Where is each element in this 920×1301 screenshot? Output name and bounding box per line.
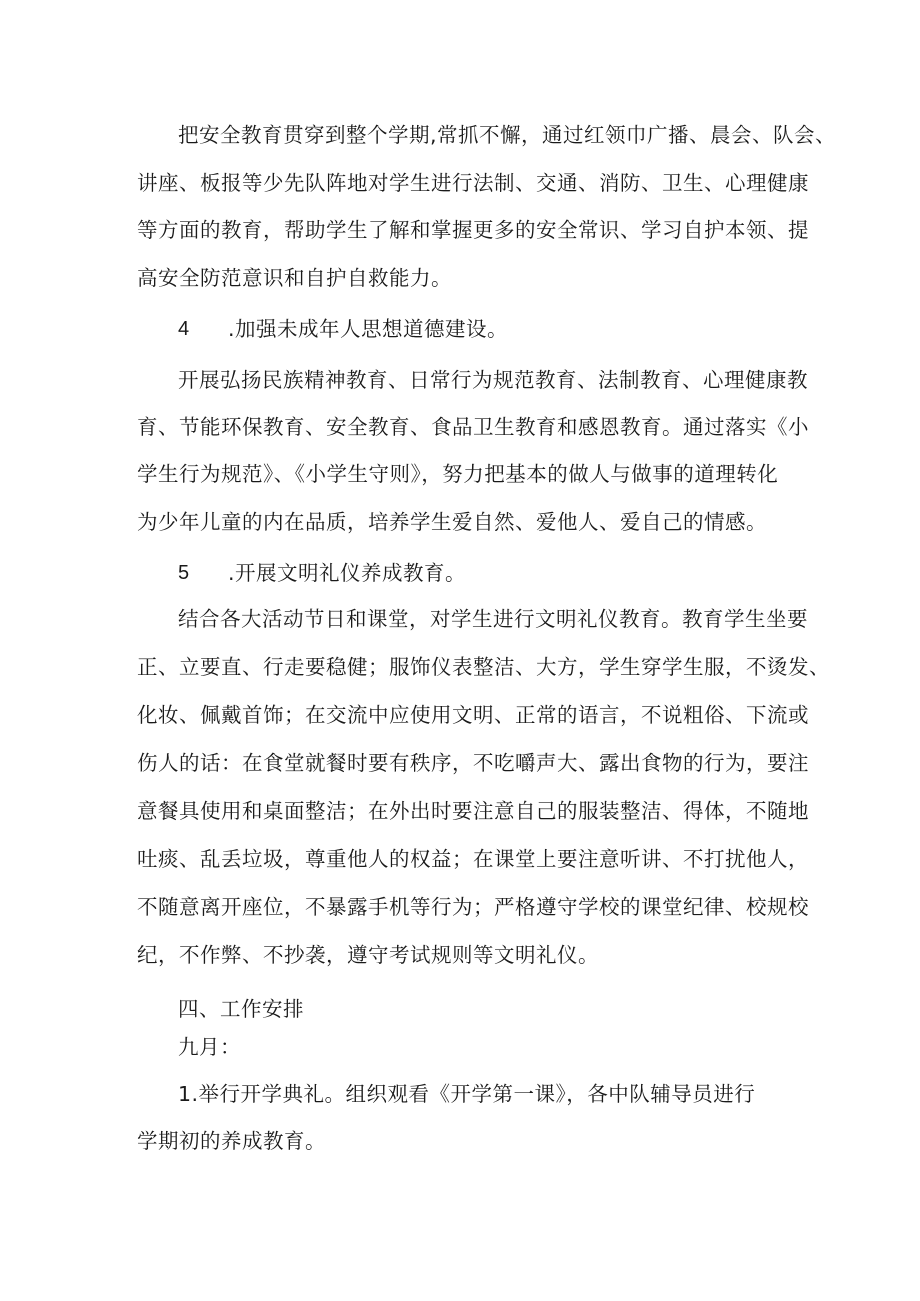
paragraph-2-line-1: 开展弘扬民族精神教育、日常行为规范教育、法制教育、心理健康教 [178, 368, 808, 392]
item-1-line-1: 1.举行开学典礼。组织观看《开学第一课》，各中队辅导员进行 [178, 1082, 756, 1106]
paragraph-2-line-4: 为少年儿童的内在品质，培养学生爱自然、爱他人、爱自己的情感。 [137, 510, 767, 534]
section-heading: 四、工作安排 [178, 997, 304, 1021]
paragraph-1-line-4: 高安全防范意识和自护自救能力。 [137, 266, 452, 290]
item-1-line-2: 学期初的养成教育。 [137, 1129, 326, 1153]
paragraph-1-line-2: 讲座、板报等少先队阵地对学生进行法制、交通、消防、卫生、心理健康 [137, 171, 809, 195]
paragraph-1-line-3: 等方面的教育，帮助学生了解和掌握更多的安全常识、学习自护本领、提 [137, 218, 809, 242]
paragraph-3-line-5: 意餐具使用和桌面整洁；在外出时要注意自己的服装整洁、得体，不随地 [137, 799, 809, 823]
paragraph-3-line-4: 伤人的话：在食堂就餐时要有秩序，不吃嚼声大、露出食物的行为，要注 [137, 751, 809, 775]
paragraph-3-line-3: 化妆、佩戴首饰；在交流中应使用文明、正常的语言，不说粗俗、下流或 [137, 703, 809, 727]
heading-5-text: .开展文明礼仪养成教育。 [228, 561, 467, 585]
paragraph-2-line-3: 学生行为规范》、《小学生守则》，努力把基本的做人与做事的道理转化 [137, 462, 779, 486]
paragraph-3-line-7: 不随意离开座位，不暴露手机等行为；严格遵守学校的课堂纪律、校规校 [137, 895, 809, 919]
heading-4-text: .加强未成年人思想道德建设。 [228, 317, 509, 341]
paragraph-2-line-2: 育、节能环保教育、安全教育、食品卫生教育和感恩教育。通过落实《小 [137, 415, 809, 439]
paragraph-3-line-1: 结合各大活动节日和课堂，对学生进行文明礼仪教育。教育学生坐要 [178, 607, 808, 631]
month-label: 九月： [178, 1035, 241, 1059]
paragraph-3-line-2: 正、立要直、行走要稳健；服饰仪表整洁、大方，学生穿学生服，不烫发、 [137, 655, 830, 679]
paragraph-3-line-6: 吐痰、乱丢垃圾，尊重他人的权益；在课堂上要注意听讲、不打扰他人， [137, 847, 809, 871]
heading-5-number: 5 [178, 562, 190, 584]
paragraph-1-line-1: 把安全教育贯穿到整个学期,常抓不懈，通过红领巾广播、晨会、队会、 [178, 123, 837, 147]
paragraph-3-line-8: 纪，不作弊、不抄袭，遵守考试规则等文明礼仪。 [137, 943, 599, 967]
heading-4-number: 4 [178, 318, 190, 340]
